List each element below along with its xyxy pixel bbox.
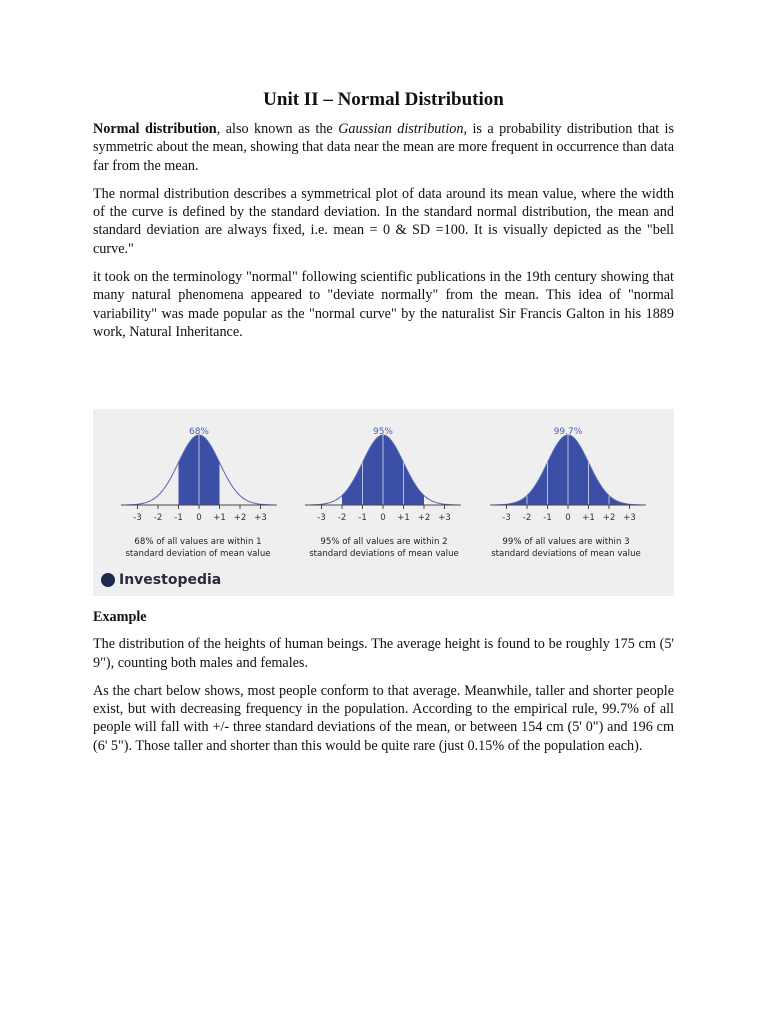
- example-paragraph-2: As the chart below shows, most people conform to that average. Meanwhile, taller and shorter people exist, but with decreasing frequency in the population. According to the empirical rule, 99.7% of all people will fall with +/- three standard deviations of the mean, or between 154 cm (5' 0") and 196 cm (6' 5"). Those taller and shorter than this would be quite rare (just 0.15% of the population each).: [93, 682, 674, 754]
- example-heading: Example: [93, 609, 147, 626]
- panel-2-tick-label: +1: [397, 513, 410, 524]
- panel-3-tick-label: -2: [522, 513, 532, 524]
- definition-paragraph: The normal distribution describes a symmetrical plot of data around its mean value, where the width of the curve is defined by the standard deviation. In the standard normal distribution, the mean and standard deviation are always fixed, i.e. mean = 0 & SD =100. It is visually depicted as the "bell curve.": [93, 185, 674, 257]
- panel-2-tick-label: -3: [317, 513, 326, 524]
- panel-caption-2: 95% of all values are within 2 standard deviations of mean value: [309, 537, 459, 560]
- panel-3-tick-label: +2: [602, 513, 616, 524]
- panel-3-tick-label: +1: [582, 513, 595, 524]
- page-title: Unit II – Normal Distribution: [263, 89, 504, 110]
- panel-3-tick-label: -1: [543, 513, 552, 524]
- panel-3-tick-label: +3: [623, 513, 636, 524]
- panel-3-tick-label: 0: [565, 513, 571, 524]
- panel-1-tick-label: +3: [254, 513, 267, 524]
- panel-2-tick-label: 0: [380, 513, 386, 524]
- document-page: [93, 88, 674, 765]
- normal-distribution-figure: [93, 409, 674, 596]
- panel-caption-1: 68% of all values are within 1 standard deviation of mean value: [125, 537, 271, 560]
- panel-1-tick-label: +2: [233, 513, 247, 524]
- panel-1-tick-label: 0: [196, 513, 202, 524]
- panel-3-percent-label: 99.7%: [553, 427, 583, 438]
- panel-2-percent-label: 95%: [372, 427, 394, 438]
- example-paragraph-1: The distribution of the heights of human beings. The average height is found to be roughly 175 cm (5' 9"), counting both males and females.: [93, 636, 674, 671]
- panel-2-tick-label: -1: [358, 513, 367, 524]
- term-normal-distribution: Normal distribution: [93, 121, 217, 137]
- panel-1-tick-label: -2: [153, 513, 163, 524]
- bell-curves-chart: [93, 409, 674, 596]
- panel-caption-3: 99% of all values are within 3 standard deviations of mean value: [491, 537, 641, 560]
- investopedia-logo: Investopedia: [101, 572, 221, 588]
- panel-1-percent-label: 68%: [188, 427, 210, 438]
- intro-paragraph: Normal distribution, also known as the Gaussian distribution, is a probability distribution that is symmetric about the mean, showing that data near the mean are more frequent in occurrence than data far from the mean.: [93, 121, 674, 174]
- term-gaussian: Gaussian distribution: [338, 121, 464, 137]
- history-paragraph: it took on the terminology "normal" following scientific publications in the 19th century showing that many natural phenomena appeared to "deviate normally" from the mean. This idea of "normal variability" was made popular as the "normal curve" by the naturalist Sir Francis Galton in his 1889 work, Natural Inheritance.: [93, 269, 674, 340]
- panel-1-tick-label: -1: [174, 513, 183, 524]
- panel-3-tick-label: -3: [502, 513, 511, 524]
- panel-2-tick-label: +2: [417, 513, 431, 524]
- panel-1-tick-label: -3: [133, 513, 142, 524]
- panel-2-tick-label: +3: [438, 513, 451, 524]
- investopedia-icon: [101, 573, 115, 587]
- panel-2-tick-label: -2: [337, 513, 347, 524]
- panel-1-tick-label: +1: [213, 513, 226, 524]
